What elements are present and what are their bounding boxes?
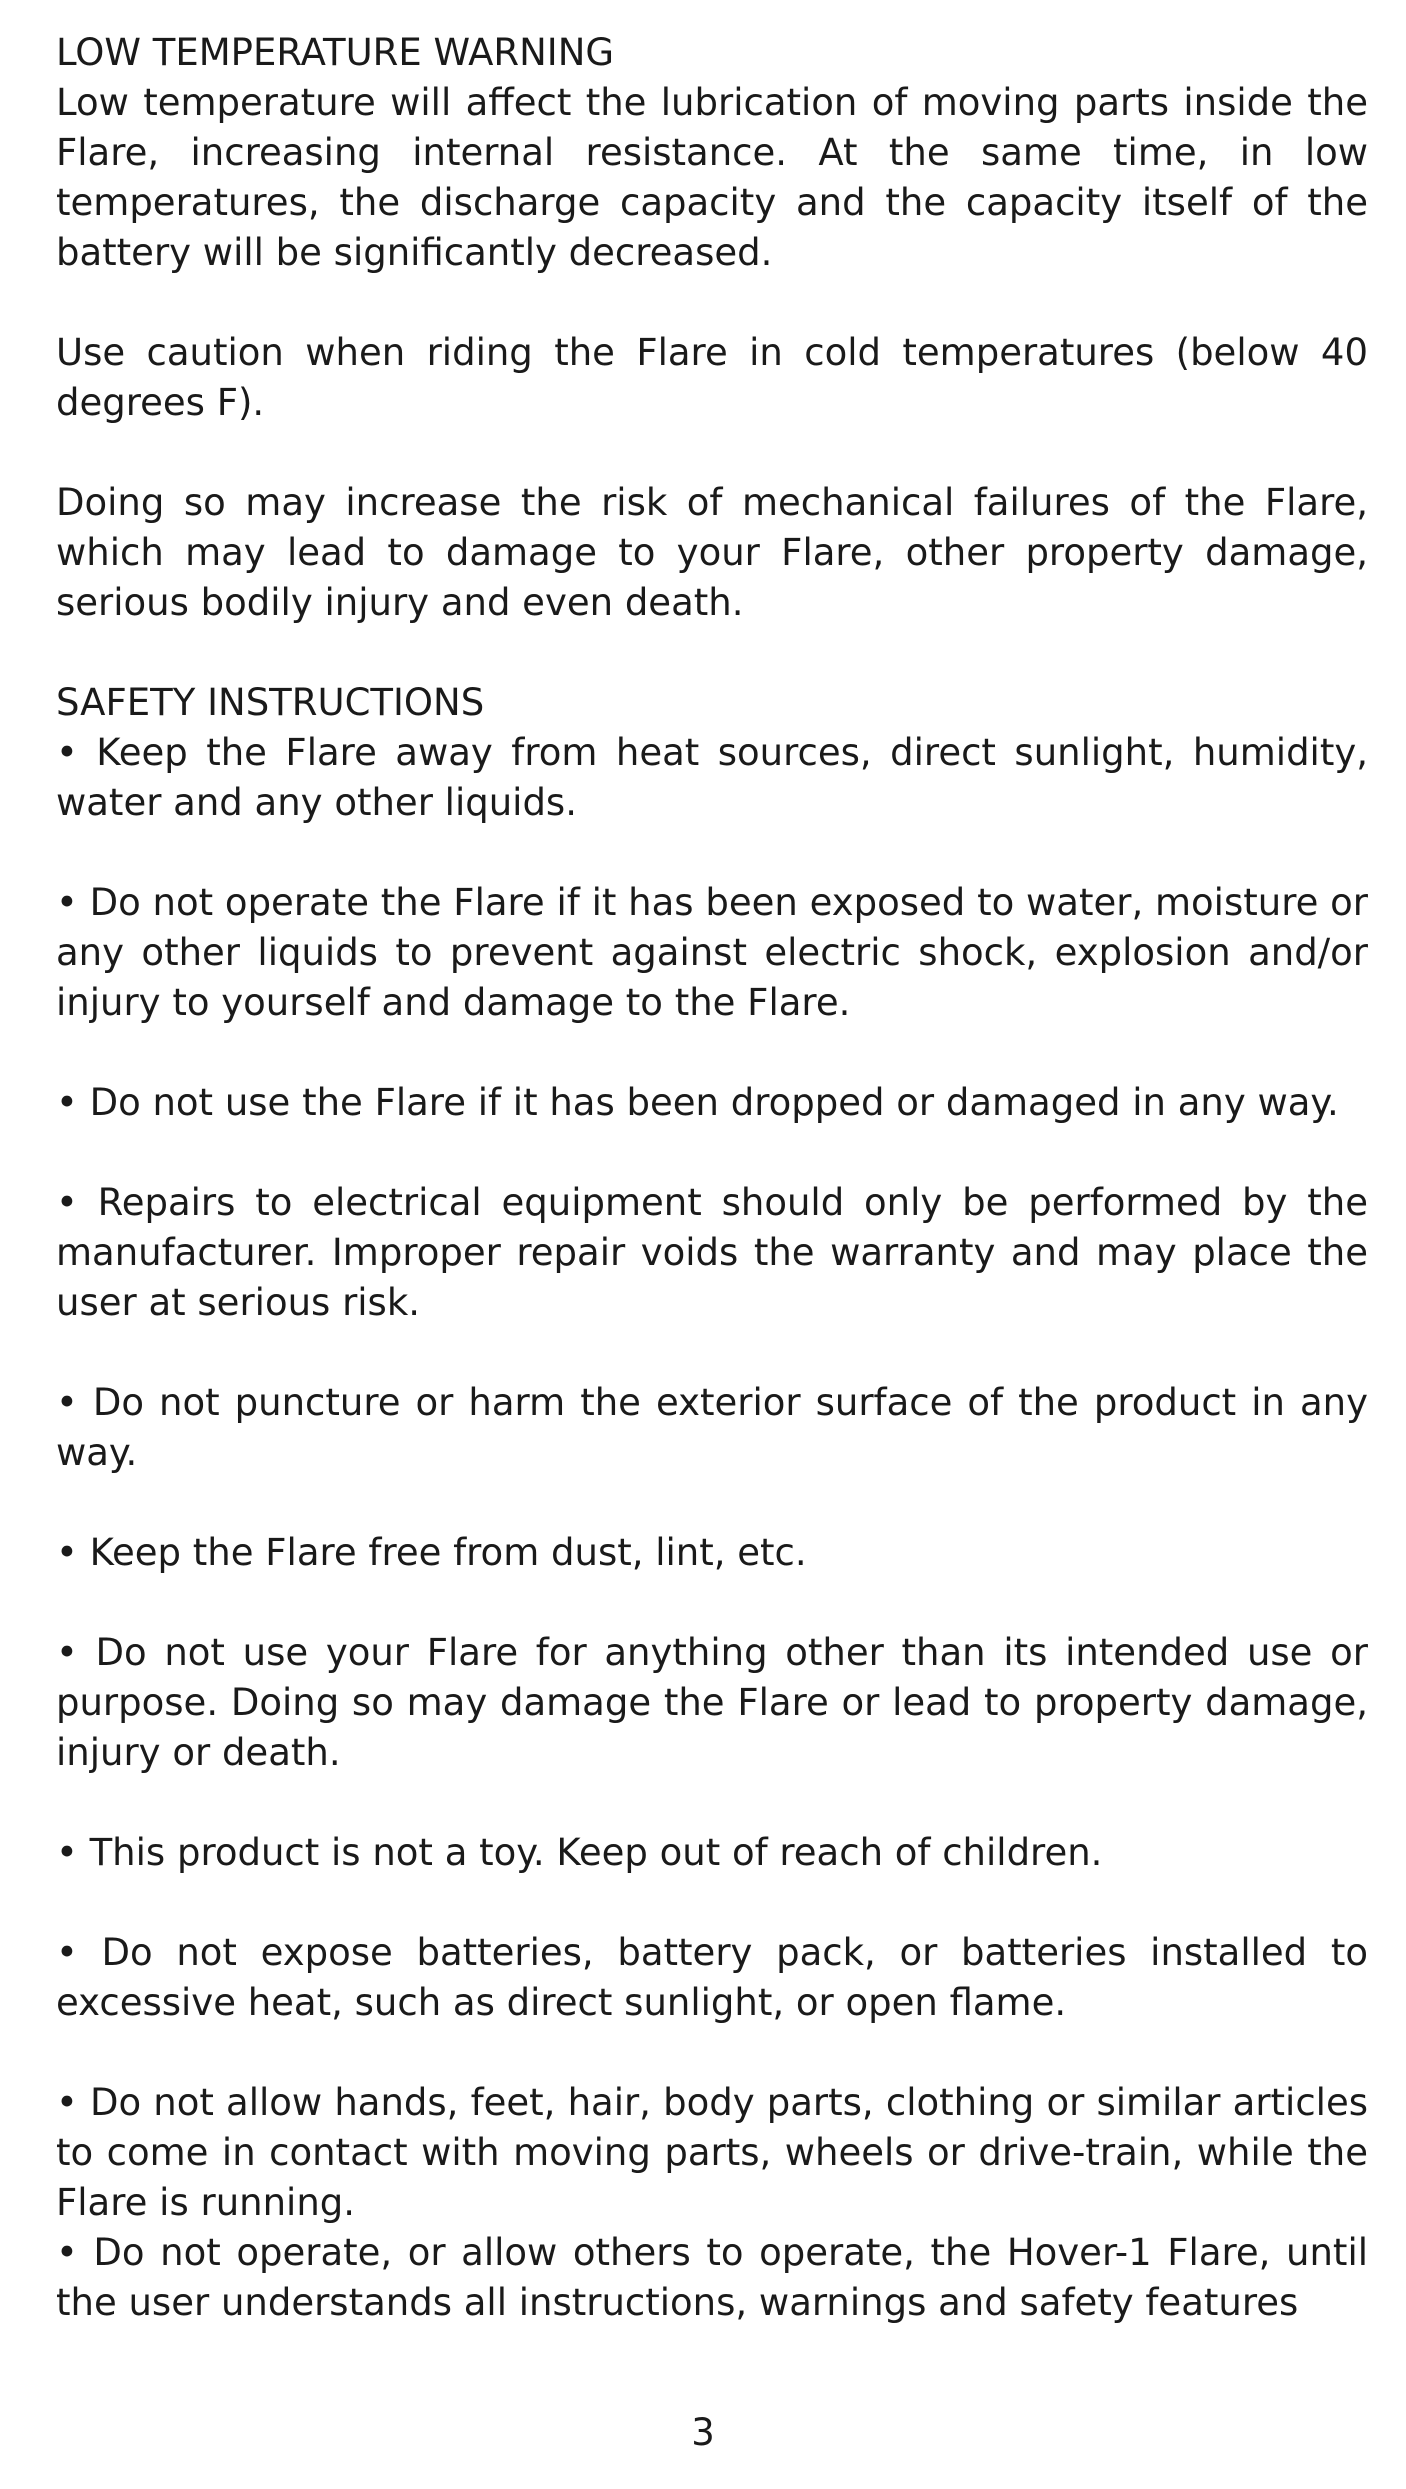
safety-item: • Keep the Flare free from dust, lint, etc.: [56, 1531, 807, 1574]
manual-page: [56, 28, 1368, 2328]
safety-item: • Do not allow hands, feet, hair, body parts, clothing or similar articles to come in contact with moving parts, wheels or drive-train, while the Flare is running.: [56, 2081, 1368, 2224]
safety-item: • Do not use your Flare for anything other than its intended use or purpose. Doing so may damage the Flare or lead to property damage, injury or death.: [56, 1631, 1368, 1774]
safety-item: • Do not puncture or harm the exterior surface of the product in any way.: [56, 1381, 1368, 1474]
page-number: 3: [691, 2411, 715, 2454]
risk-paragraph: Doing so may increase the risk of mechanical failures of the Flare, which may lead to damage to your Flare, other property damage, serious bodily injury and even death.: [56, 481, 1368, 624]
safety-item: • Keep the Flare away from heat sources, direct sunlight, humidity, water and any other liquids.: [56, 731, 1368, 824]
safety-item: • Do not use the Flare if it has been dropped or damaged in any way.: [56, 1081, 1339, 1124]
safety-instructions-heading: SAFETY INSTRUCTIONS: [56, 681, 485, 724]
low-temperature-heading: LOW TEMPERATURE WARNING: [56, 31, 615, 74]
cold-caution-paragraph: Use caution when riding the Flare in cold temperatures (below 40 degrees F).: [56, 331, 1368, 424]
safety-item: • Do not operate, or allow others to operate, the Hover-1 Flare, until the user understands all instructions, warnings and safety features: [56, 2231, 1368, 2324]
low-temperature-paragraph: Low temperature will affect the lubrication of moving parts inside the Flare, increasing internal resistance. At the same time, in low temperatures, the discharge capacity and the capacity itself of the battery will be significantly decreased.: [56, 81, 1368, 274]
safety-item: • Do not expose batteries, battery pack, or batteries installed to excessive heat, such as direct sunlight, or open flame.: [56, 1931, 1368, 2024]
safety-item: • Repairs to electrical equipment should only be performed by the manufacturer. Improper repair voids the warranty and may place the user at serious risk.: [56, 1181, 1368, 1324]
safety-item: • Do not operate the Flare if it has been exposed to water, moisture or any other liquids to prevent against electric shock, explosion and/or injury to yourself and damage to the Flare.: [56, 881, 1368, 1024]
safety-item: • This product is not a toy. Keep out of reach of children.: [56, 1831, 1103, 1874]
